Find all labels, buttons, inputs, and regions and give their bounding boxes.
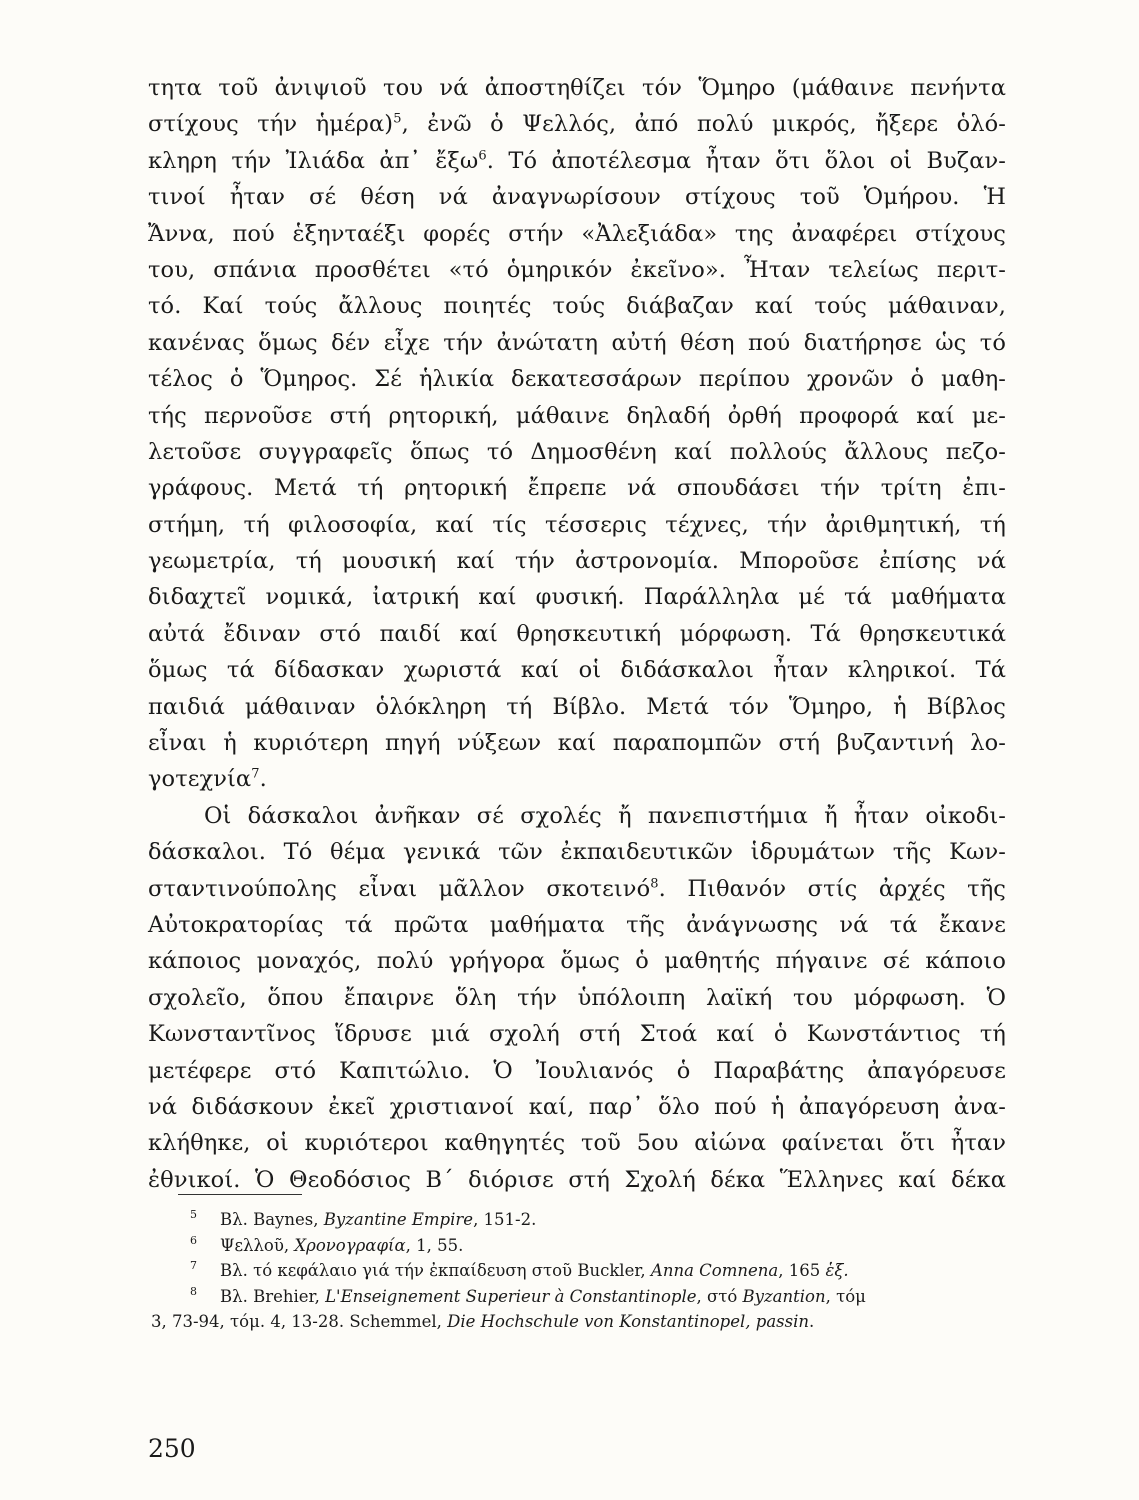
- footnote-8: 8 Βλ. Brehier, L'Enseignement Superieur à Constantinople, στό Byzantion, τόμ: [190, 1284, 1008, 1310]
- footnote-divider: [178, 1194, 302, 1195]
- footnote-8-continuation: 3, 73-94, τόμ. 4, 13-28. Schemmel, Die Hochschule von Konstantinopel, passin.: [151, 1312, 815, 1332]
- text-line: διδαχτεῖ νομικά, ἰατρική καί φυσική. Παράλληλα μέ τά μαθήματα: [148, 584, 1006, 611]
- footnote-6: 6 Ψελλοῦ, Χρονογραφία, 1, 55.: [190, 1233, 1008, 1259]
- text-line: γοτεχνία$^7$.: [148, 766, 267, 793]
- text-line: αὐτά ἔδιναν στό παιδί καί θρησκευτική μόρφωση. Τά θρησκευτικά: [148, 620, 1006, 647]
- footnotes: [151, 1207, 1008, 1335]
- text-line: γράφους. Μετά τή ρητορική ἔπρεπε νά σπουδάσει τήν τρίτη ἐπι-: [148, 475, 1006, 502]
- text-line: τέλος ὁ Ὅμηρος. Σέ ἡλικία δεκατεσσάρων περίπου χρονῶν ὁ μαθη-: [148, 366, 1006, 393]
- text-line: κάποιος μοναχός, πολύ γρήγορα ὅμως ὁ μαθητής πήγαινε σέ κάποιο: [148, 948, 1006, 975]
- footnote-ref-8[interactable]: 8: [650, 876, 659, 892]
- footnote-ref-5[interactable]: 5: [393, 111, 402, 127]
- text-line: νά διδάσκουν ἐκεῖ χριστιανοί καί, παρ᾽ ὅλο πού ἡ ἀπαγόρευση ἀνα-: [148, 1093, 1006, 1120]
- footnote-number: 5: [190, 1208, 197, 1221]
- footnote-number: 7: [190, 1259, 197, 1273]
- text-line: κλήθηκε, οἱ κυριότεροι καθηγητές τοῦ 5ου αἰώνα φαίνεται ὅτι ἦταν: [148, 1130, 1006, 1157]
- text-line: μετέφερε στό Καπιτώλιο. Ὁ Ἰουλιανός ὁ Παραβάτης ἀπαγόρευσε: [148, 1057, 1006, 1084]
- page-number: 250: [148, 1434, 196, 1463]
- footnote-number: 6: [190, 1233, 197, 1247]
- footnote-number: 8: [190, 1284, 197, 1298]
- text-line: του, σπάνια προσθέτει «τό ὁμηρικόν ἐκεῖνο». Ἦταν τελείως περιτ-: [148, 256, 1006, 283]
- text-line: τής περνοῦσε στή ρητορική, μάθαινε δηλαδή ὀρθή προφορά καί με-: [148, 402, 1006, 429]
- text-line: γεωμετρία, τή μουσική καί τήν ἀστρονομία. Μποροῦσε ἐπίσης νά: [148, 548, 1006, 575]
- text-line: κανένας ὅμως δέν εἶχε τήν ἀνώτατη αὐτή θέση πού διατήρησε ὡς τό: [148, 329, 1006, 356]
- text-line: Αὐτοκρατορίας τά πρῶτα μαθήματα τῆς ἀνάγνωσης νά τά ἔκανε: [148, 911, 1006, 938]
- footnote-5: 5 Βλ. Baynes, Byzantine Empire, 151-2.: [190, 1207, 1008, 1233]
- text-line: λετοῦσε συγγραφεῖς ὅπως τό Δημοσθένη καί πολλούς ἄλλους πεζο-: [148, 438, 1006, 465]
- text-line: Ἄννα, πού ἑξηνταέξι φορές στήν «Ἀλεξιάδα» της ἀναφέρει στίχους: [148, 220, 1006, 247]
- text-line: ὅμως τά δίδασκαν χωριστά καί οἱ διδάσκαλοι ἦταν κληρικοί. Τά: [148, 657, 1006, 684]
- footnote-ref-6[interactable]: 6: [478, 148, 487, 164]
- text-line: σταντινούπολης εἶναι μᾶλλον σκοτεινό$^8$. Πιθανόν στίς ἀρχές τῆς: [148, 875, 1006, 902]
- text-line: τό. Καί τούς ἄλλους ποιητές τούς διάβαζαν καί τούς μάθαιναν,: [148, 293, 1006, 320]
- text-line: τητα τοῦ ἀνιψιοῦ του νά ἀποστηθίζει τόν Ὅμηρο (μάθαινε πενήντα: [148, 75, 1006, 101]
- paragraph-start-line: Οἱ δάσκαλοι ἀνῆκαν σέ σχολές ἤ πανεπιστήμια ἤ ἦταν οἰκοδι-: [204, 802, 1006, 829]
- main-text: [148, 70, 1006, 1198]
- text-line: ἐθνικοί. Ὁ Θεοδόσιος Β΄ διόρισε στή Σχολή δέκα Ἕλληνες καί δέκα: [148, 1166, 1006, 1193]
- text-line: παιδιά μάθαιναν ὁλόκληρη τή Βίβλο. Μετά τόν Ὅμηρο, ἡ Βίβλος: [148, 693, 1006, 720]
- text-line: δάσκαλοι. Τό θέμα γενικά τῶν ἐκπαιδευτικῶν ἱδρυμάτων τῆς Κων-: [148, 839, 1006, 866]
- text-line: κληρη τήν Ἰλιάδα ἀπ᾽ ἔξω$^6$. Τό ἀποτέλεσμα ἦταν ὅτι ὅλοι οἱ Βυζαν-: [148, 147, 1006, 174]
- text-line: στήμη, τή φιλοσοφία, καί τίς τέσσερις τέχνες, τήν ἀριθμητική, τή: [148, 511, 1006, 538]
- text-line: στίχους τήν ἡμέρα)$^5$, ἐνῶ ὁ Ψελλός, ἀπό πολύ μικρός, ἤξερε ὁλό-: [148, 111, 1006, 138]
- text-line: σχολεῖο, ὅπου ἔπαιρνε ὅλη τήν ὑπόλοιπη λαϊκή του μόρφωση. Ὁ: [148, 984, 1006, 1011]
- footnote-7: 7 Βλ. τό κεφάλαιο γιά τήν ἐκπαίδευση στοῦ Buckler, Anna Comnena, 165 ἑξ.: [190, 1258, 1008, 1284]
- text-line: τινοί ἦταν σέ θέση νά ἀναγνωρίσουν στίχους τοῦ Ὁμήρου. Ἡ: [148, 184, 1006, 211]
- footnote-ref-7[interactable]: 7: [251, 766, 260, 782]
- text-line: εἶναι ἡ κυριότερη πηγή νύξεων καί παραπομπῶν στή βυζαντινή λο-: [148, 730, 1006, 757]
- text-line: Κωνσταντῖνος ἵδρυσε μιά σχολή στή Στοά καί ὁ Κωνστάντιος τή: [148, 1021, 1006, 1048]
